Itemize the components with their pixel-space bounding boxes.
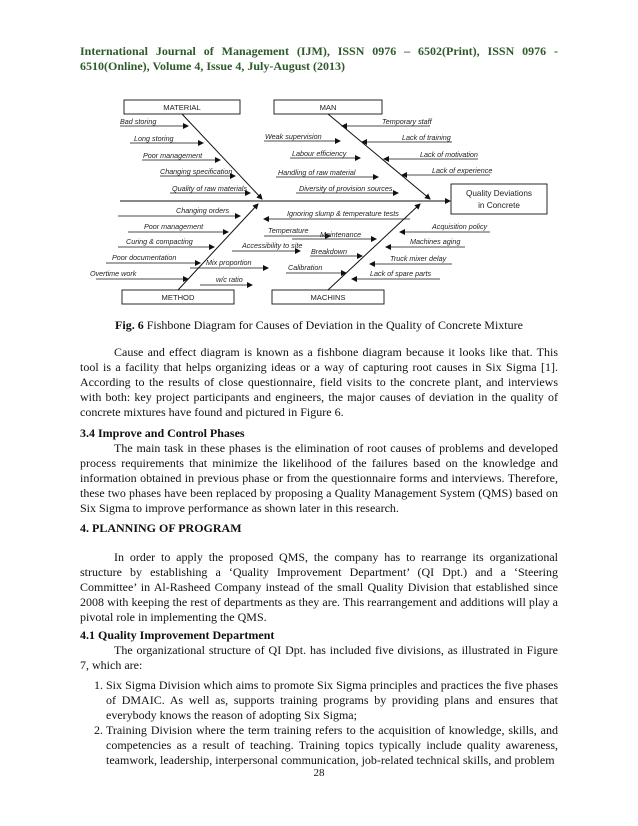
cause-ignoring-slump: Ignoring slump & temperature tests (287, 209, 399, 218)
cause-poor-documentation: Poor documentation (112, 253, 177, 262)
figure-label: Fig. 6 (115, 318, 144, 332)
cause-wc-ratio: w/c ratio (216, 275, 243, 284)
cause-truck-delay: Truck mixer delay (390, 254, 447, 263)
cause-changing-specification: Changing specification (160, 167, 233, 176)
heading-improve-control: 3.4 Improve and Control Phases (80, 426, 245, 440)
cause-weak-supervision: Weak supervision (265, 132, 322, 141)
cause-maintenance: Maintenance (320, 230, 362, 239)
paragraph-fishbone-intro (80, 345, 558, 420)
paragraph-qi-structure (80, 643, 558, 673)
cause-temporary-staff: Temporary staff (382, 117, 432, 126)
paragraph-improve-control (80, 441, 558, 516)
figure-caption-text: Fishbone Diagram for Causes of Deviation in the Quality of Concrete Mixture (143, 318, 523, 332)
category-label-man: MAN (319, 103, 337, 112)
paragraph-planning (80, 550, 558, 625)
cause-quality-raw-materials: Quality of raw materials (172, 184, 248, 193)
heading-planning-program: 4. PLANNING OF PROGRAM (80, 521, 242, 535)
page-number: 28 (313, 767, 325, 779)
cause-breakdown: Breakdown (311, 247, 347, 256)
cause-accessibility: Accessibility to site (242, 241, 303, 250)
category-label-method: METHOD (161, 293, 195, 302)
cause-changing-orders: Changing orders (176, 206, 230, 215)
cause-temperature: Temperature (268, 226, 309, 235)
cause-diversity-sources: Diversity of provision sources (299, 184, 393, 193)
cause-overtime-work: Overtime work (90, 269, 137, 278)
cause-labour-efficiency: Labour efficiency (292, 149, 347, 158)
cause-poor-management-bottom: Poor management (144, 222, 204, 231)
cause-handling-raw-material: Handling of raw material (278, 168, 356, 177)
heading-qi-department: 4.1 Quality Improvement Department (80, 628, 275, 642)
cause-lack-motivation: Lack of motivation (420, 150, 478, 159)
cause-bad-storing: Bad storing (120, 117, 157, 126)
paragraph-text: The organizational structure of QI Dpt. has included five divisions, as illustrated in Figure 7, which are: (80, 643, 558, 672)
list-item: 2. Training Division where the term training refers to the acquisition of knowledge, skills, and competencies as a result of teaching. Training topics typically include quality awareness, teamwork, leadership, interpersonal communication, job-related technical skills, and problem (106, 723, 558, 768)
cause-lack-experience: Lack of experience (432, 166, 493, 175)
effect-label-line-1: Quality Deviations (466, 189, 532, 198)
fishbone-diagram (0, 0, 638, 320)
cause-lack-training: Lack of training (402, 133, 451, 142)
category-label-machines: MACHINS (310, 293, 346, 302)
paragraph-text: Cause and effect diagram is known as a fishbone diagram because it looks like that. This tool is a facility that helps organizing ideas or a way of capturing root causes in Six Sigma [1]. According to the results of close questionnaire, field visits to the concrete plant, and interviews with both: key project participants and engineers, the major causes of deviation in the quality of concrete mixtures have found and pictured in Figure 6. (80, 345, 558, 419)
paragraph-text: The main task in these phases is the elimination of root causes of problems and developed process requirements that minimize the likelihood of the failures based on the knowledge and information obtained in previous phase or from the questionnaire forms and interviews. Therefore, these two phases have been replaced by proposing a Quality Management System (QMS) based on Six Sigma to improve performance as shown later in this research. (80, 441, 558, 515)
cause-long-storing: Long storing (134, 134, 174, 143)
journal-header: International Journal of Management (IJM), ISSN 0976 – 6502(Print), ISSN 0976 - 6510(Online), Volume 4, Issue 4, July-August (2013) (80, 44, 558, 73)
cause-mix-proportion: Mix proportion (206, 258, 252, 267)
divisions-list (80, 678, 558, 768)
paragraph-text: In order to apply the proposed QMS, the company has to rearrange its organizational structure by establishing a ‘Quality Improvement Department’ (QI Dpt.) and a ‘Steering Committee’ in Al-Rasheed Company instead of the small Quality Division that established since 2008 with keeping the rest of departments as they are. This rearrangement and additions will play a pivotal role in implementing the QMS. (80, 550, 558, 624)
cause-spare-parts: Lack of spare parts (370, 269, 432, 278)
cause-calibration: Calibration (288, 263, 323, 272)
cause-poor-management-top: Poor management (143, 151, 203, 160)
cause-acquisition-policy: Acquisition policy (432, 222, 488, 231)
figure-caption (0, 318, 638, 333)
cause-machines-aging: Machines aging (410, 237, 461, 246)
cause-curing-compacting: Curing & compacting (126, 237, 193, 246)
effect-label-line-2: in Concrete (478, 201, 520, 210)
category-label-material: MATERIAL (163, 103, 201, 112)
list-item: 1. Six Sigma Division which aims to promote Six Sigma principles and practices the five phases of DMAIC. As well as, supports training programs by providing plans and ensures that everybody knows the reason of adopting Six Sigma; (106, 678, 558, 723)
